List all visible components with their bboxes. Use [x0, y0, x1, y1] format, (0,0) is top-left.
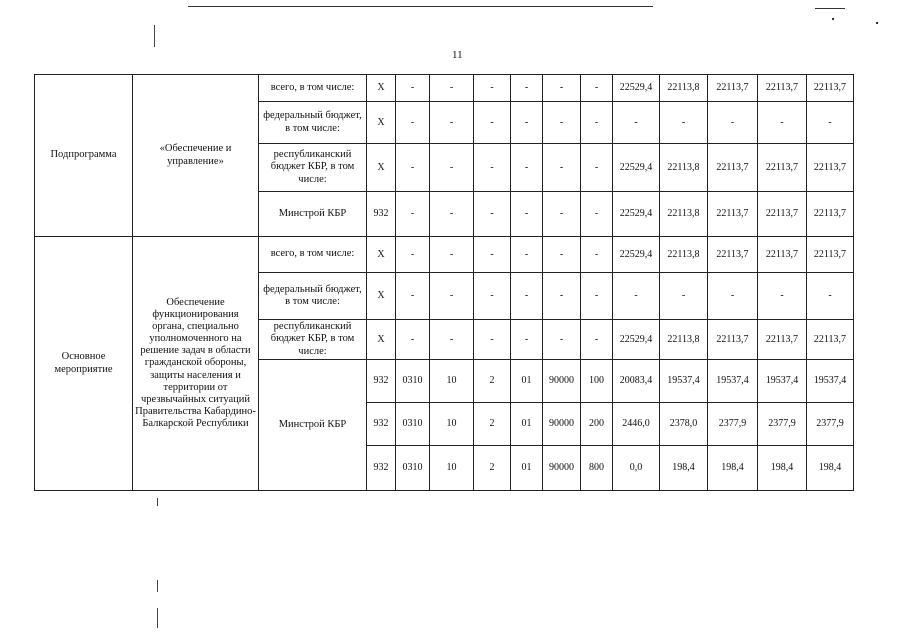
funding-source-cell: федеральный бюджет, в том числе: — [259, 273, 367, 320]
top-rule — [188, 6, 653, 7]
data-cell: 10 — [430, 446, 474, 491]
margin-mark — [157, 580, 158, 592]
data-cell: 2 — [474, 403, 511, 446]
data-cell: 0310 — [396, 403, 430, 446]
data-cell: - — [430, 75, 474, 102]
data-cell: Х — [367, 273, 396, 320]
data-cell: - — [474, 320, 511, 360]
data-cell: 19537,4 — [660, 360, 708, 403]
data-cell: - — [581, 102, 613, 144]
data-cell: 22529,4 — [613, 237, 660, 273]
program-name-cell: «Обеспечение и управление» — [133, 75, 259, 237]
data-cell: 22113,7 — [758, 237, 807, 273]
data-cell: - — [807, 273, 854, 320]
data-cell: - — [708, 273, 758, 320]
data-cell: - — [511, 237, 543, 273]
data-cell: - — [708, 102, 758, 144]
data-cell: 20083,4 — [613, 360, 660, 403]
budget-table — [34, 74, 854, 491]
data-cell: 19537,4 — [758, 360, 807, 403]
data-cell: - — [581, 273, 613, 320]
data-cell: - — [581, 237, 613, 273]
funding-source-cell: всего, в том числе: — [259, 237, 367, 273]
data-cell: 2377,9 — [807, 403, 854, 446]
data-cell: - — [474, 273, 511, 320]
data-cell: 2 — [474, 360, 511, 403]
data-cell: 198,4 — [758, 446, 807, 491]
data-cell: - — [758, 273, 807, 320]
data-cell: - — [660, 273, 708, 320]
data-cell: - — [581, 320, 613, 360]
data-cell: 932 — [367, 360, 396, 403]
top-rule-right — [815, 8, 845, 9]
funding-source-cell: всего, в том числе: — [259, 75, 367, 102]
data-cell: - — [543, 237, 581, 273]
funding-source-cell: республиканский бюджет КБР, в том числе: — [259, 320, 367, 360]
data-cell: 22113,8 — [660, 320, 708, 360]
status-cell: Основное мероприятие — [35, 237, 133, 491]
data-cell: - — [396, 192, 430, 237]
data-cell: 198,4 — [660, 446, 708, 491]
data-cell: 0310 — [396, 446, 430, 491]
data-cell: 22113,7 — [807, 237, 854, 273]
data-cell: - — [807, 102, 854, 144]
data-cell: - — [511, 192, 543, 237]
data-cell: - — [474, 102, 511, 144]
data-cell: - — [430, 192, 474, 237]
data-cell: - — [511, 320, 543, 360]
data-cell: - — [511, 75, 543, 102]
data-cell: 932 — [367, 403, 396, 446]
data-cell: 22113,8 — [660, 192, 708, 237]
page-number: 11 — [452, 49, 463, 61]
data-cell: Х — [367, 102, 396, 144]
data-cell: - — [430, 144, 474, 192]
data-cell: 22113,7 — [708, 237, 758, 273]
data-cell: 22113,8 — [660, 237, 708, 273]
data-cell: 2446,0 — [613, 403, 660, 446]
data-cell: 01 — [511, 446, 543, 491]
data-cell: - — [758, 102, 807, 144]
data-cell: 22113,8 — [660, 144, 708, 192]
data-cell: - — [430, 102, 474, 144]
data-cell: 932 — [367, 446, 396, 491]
data-cell: 932 — [367, 192, 396, 237]
data-cell: - — [543, 320, 581, 360]
data-cell: - — [430, 320, 474, 360]
funding-source-cell: федеральный бюджет, в том числе: — [259, 102, 367, 144]
data-cell: - — [581, 192, 613, 237]
funding-source-cell: республиканский бюджет КБР, в том числе: — [259, 144, 367, 192]
data-cell: 22113,7 — [807, 320, 854, 360]
data-cell: 2377,9 — [708, 403, 758, 446]
data-cell: Х — [367, 320, 396, 360]
data-cell: 0310 — [396, 360, 430, 403]
data-cell: 22113,7 — [758, 75, 807, 102]
data-cell: 22113,7 — [708, 192, 758, 237]
data-cell: 22113,7 — [807, 75, 854, 102]
data-cell: - — [396, 273, 430, 320]
data-cell: 10 — [430, 403, 474, 446]
program-name-cell: Обеспечение функционирования органа, специально уполномоченного на решение задач в области гражданской обороны, защиты населения и территории от чрезвычайных ситуаций Правительства Кабардино-Балкарской Республики — [133, 237, 259, 491]
data-cell: - — [581, 144, 613, 192]
data-cell: 22529,4 — [613, 75, 660, 102]
data-cell: - — [396, 144, 430, 192]
data-cell: 0,0 — [613, 446, 660, 491]
data-cell: - — [543, 102, 581, 144]
data-cell: 01 — [511, 403, 543, 446]
data-cell: Х — [367, 144, 396, 192]
margin-mark — [154, 25, 155, 47]
data-cell: 22113,7 — [807, 192, 854, 237]
data-cell: 100 — [581, 360, 613, 403]
data-cell: - — [474, 237, 511, 273]
data-cell: - — [396, 320, 430, 360]
data-cell: - — [430, 273, 474, 320]
data-cell: 22113,7 — [708, 75, 758, 102]
data-cell: 22529,4 — [613, 192, 660, 237]
margin-mark — [157, 608, 158, 628]
data-cell: - — [474, 192, 511, 237]
data-cell: - — [543, 273, 581, 320]
data-cell: 800 — [581, 446, 613, 491]
data-cell: - — [396, 75, 430, 102]
data-cell: 22113,7 — [758, 144, 807, 192]
funding-source-cell: Минстрой КБР — [259, 192, 367, 237]
data-cell: - — [511, 144, 543, 192]
data-cell: - — [613, 273, 660, 320]
funding-source-cell: Минстрой КБР — [259, 360, 367, 491]
data-cell: 22529,4 — [613, 320, 660, 360]
data-cell: - — [511, 273, 543, 320]
data-cell: 200 — [581, 403, 613, 446]
data-cell: 22113,7 — [708, 320, 758, 360]
data-cell: 22113,7 — [807, 144, 854, 192]
data-cell: - — [430, 237, 474, 273]
data-cell: 90000 — [543, 360, 581, 403]
data-cell: - — [396, 102, 430, 144]
data-cell: 22113,7 — [758, 320, 807, 360]
data-cell: Х — [367, 75, 396, 102]
table-row — [35, 75, 854, 102]
scan-speck — [832, 18, 834, 20]
data-cell: 198,4 — [708, 446, 758, 491]
data-cell: 22113,8 — [660, 75, 708, 102]
data-cell: 2 — [474, 446, 511, 491]
data-cell: 90000 — [543, 403, 581, 446]
data-cell: 90000 — [543, 446, 581, 491]
table-row — [35, 237, 854, 273]
data-cell: 10 — [430, 360, 474, 403]
data-cell: Х — [367, 237, 396, 273]
data-cell: 22529,4 — [613, 144, 660, 192]
margin-mark — [157, 498, 158, 506]
data-cell: - — [396, 237, 430, 273]
data-cell: - — [543, 192, 581, 237]
data-cell: - — [581, 75, 613, 102]
data-cell: 01 — [511, 360, 543, 403]
data-cell: - — [511, 102, 543, 144]
data-cell: - — [474, 144, 511, 192]
data-cell: 2377,9 — [758, 403, 807, 446]
data-cell: - — [474, 75, 511, 102]
data-cell: - — [543, 75, 581, 102]
data-cell: 2378,0 — [660, 403, 708, 446]
data-cell: 198,4 — [807, 446, 854, 491]
data-cell: - — [660, 102, 708, 144]
data-cell: - — [543, 144, 581, 192]
data-cell: 22113,7 — [758, 192, 807, 237]
data-cell: - — [613, 102, 660, 144]
data-cell: 19537,4 — [807, 360, 854, 403]
data-cell: 19537,4 — [708, 360, 758, 403]
scan-speck — [876, 22, 878, 24]
status-cell: Подпрограмма — [35, 75, 133, 237]
data-cell: 22113,7 — [708, 144, 758, 192]
